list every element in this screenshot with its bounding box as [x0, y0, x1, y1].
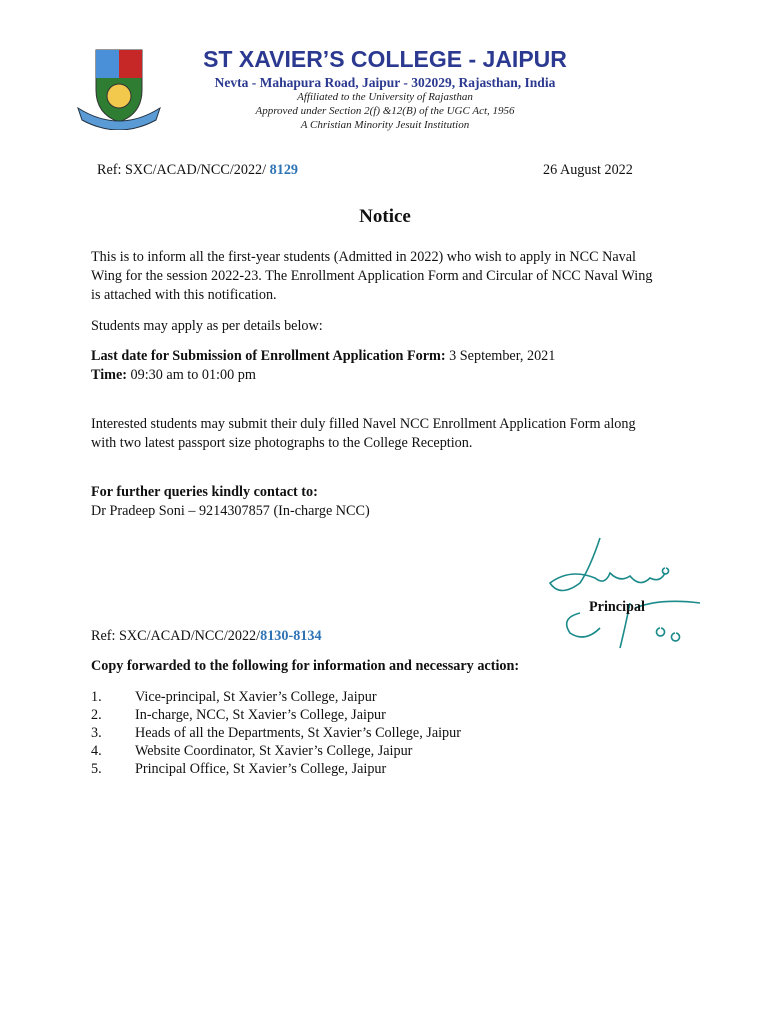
item-text: Principal Office, St Xavier’s College, Jaipur — [135, 761, 387, 777]
submission-paragraph — [91, 415, 636, 453]
copy-ref-prefix: Ref: SXC/ACAD/NCC/2022/ — [91, 628, 261, 644]
item-number: 1. — [91, 689, 102, 705]
list-item — [91, 742, 461, 760]
item-number: 5. — [91, 761, 102, 777]
college-address: Nevta - Mahapura Road, Jaipur - 302029, Rajasthan, India — [214, 75, 556, 90]
item-text: Heads of all the Departments, St Xavier’s College, Jaipur — [135, 725, 461, 741]
affiliation: Affiliated to the University of Rajasthan — [297, 91, 473, 103]
time-value: 09:30 am to 01:00 pm — [127, 367, 256, 383]
intro-paragraph — [91, 248, 652, 305]
list-item — [91, 724, 461, 742]
text-line: Wing for the session 2022-23. The Enrollment Application Form and Circular of NCC Naval Wing — [91, 268, 653, 284]
details-intro: Students may apply as per details below: — [91, 318, 323, 334]
text-line: with two latest passport size photographs to the College Reception. — [91, 435, 473, 451]
text-line: This is to inform all the first-year students (Admitted in 2022) who wish to apply in NCC Naval — [91, 249, 636, 265]
copy-heading: Copy forwarded to the following for information and necessary action: — [91, 658, 520, 674]
notice-heading: Notice — [359, 206, 411, 227]
reference — [97, 161, 298, 180]
last-date-value: 3 September, 2021 — [445, 348, 556, 364]
ref-number: 8129 — [269, 162, 299, 178]
time-label: Time: — [91, 367, 127, 383]
last-date-label: Last date for Submission of Enrollment Application Form: — [91, 348, 446, 364]
list-item — [91, 760, 461, 778]
contact-person: Dr Pradeep Soni – 9214307857 (In-charge NCC) — [91, 503, 370, 519]
item-number: 3. — [91, 725, 102, 741]
item-text: Vice-principal, St Xavier’s College, Jaipur — [135, 689, 377, 705]
item-text: Website Coordinator, St Xavier’s College, Jaipur — [135, 743, 413, 759]
copy-ref-number: 8130-8134 — [260, 628, 322, 644]
signatory-title: Principal — [589, 599, 645, 615]
notice-date: 26 August 2022 — [543, 162, 633, 178]
text-line: is attached with this notification. — [91, 287, 277, 303]
item-number: 2. — [91, 707, 102, 723]
recipient-list — [91, 688, 461, 778]
institution-type: A Christian Minority Jesuit Institution — [300, 119, 470, 131]
college-name: ST XAVIER’S COLLEGE - JAIPUR — [203, 46, 567, 72]
item-number: 4. — [91, 743, 102, 759]
ref-prefix: Ref: SXC/ACAD/NCC/2022/ — [97, 162, 270, 178]
approval: Approved under Section 2(f) &12(B) of the UGC Act, 1956 — [255, 105, 515, 117]
list-item — [91, 688, 461, 706]
item-text: In-charge, NCC, St Xavier’s College, Jaipur — [135, 707, 386, 723]
list-item — [91, 706, 461, 724]
time — [91, 366, 256, 385]
last-date — [91, 347, 555, 366]
text-line: Interested students may submit their duly filled Navel NCC Enrollment Application Form along — [91, 416, 636, 432]
contact-heading: For further queries kindly contact to: — [91, 484, 318, 500]
principal-signature — [540, 528, 710, 658]
copy-reference — [91, 627, 322, 646]
